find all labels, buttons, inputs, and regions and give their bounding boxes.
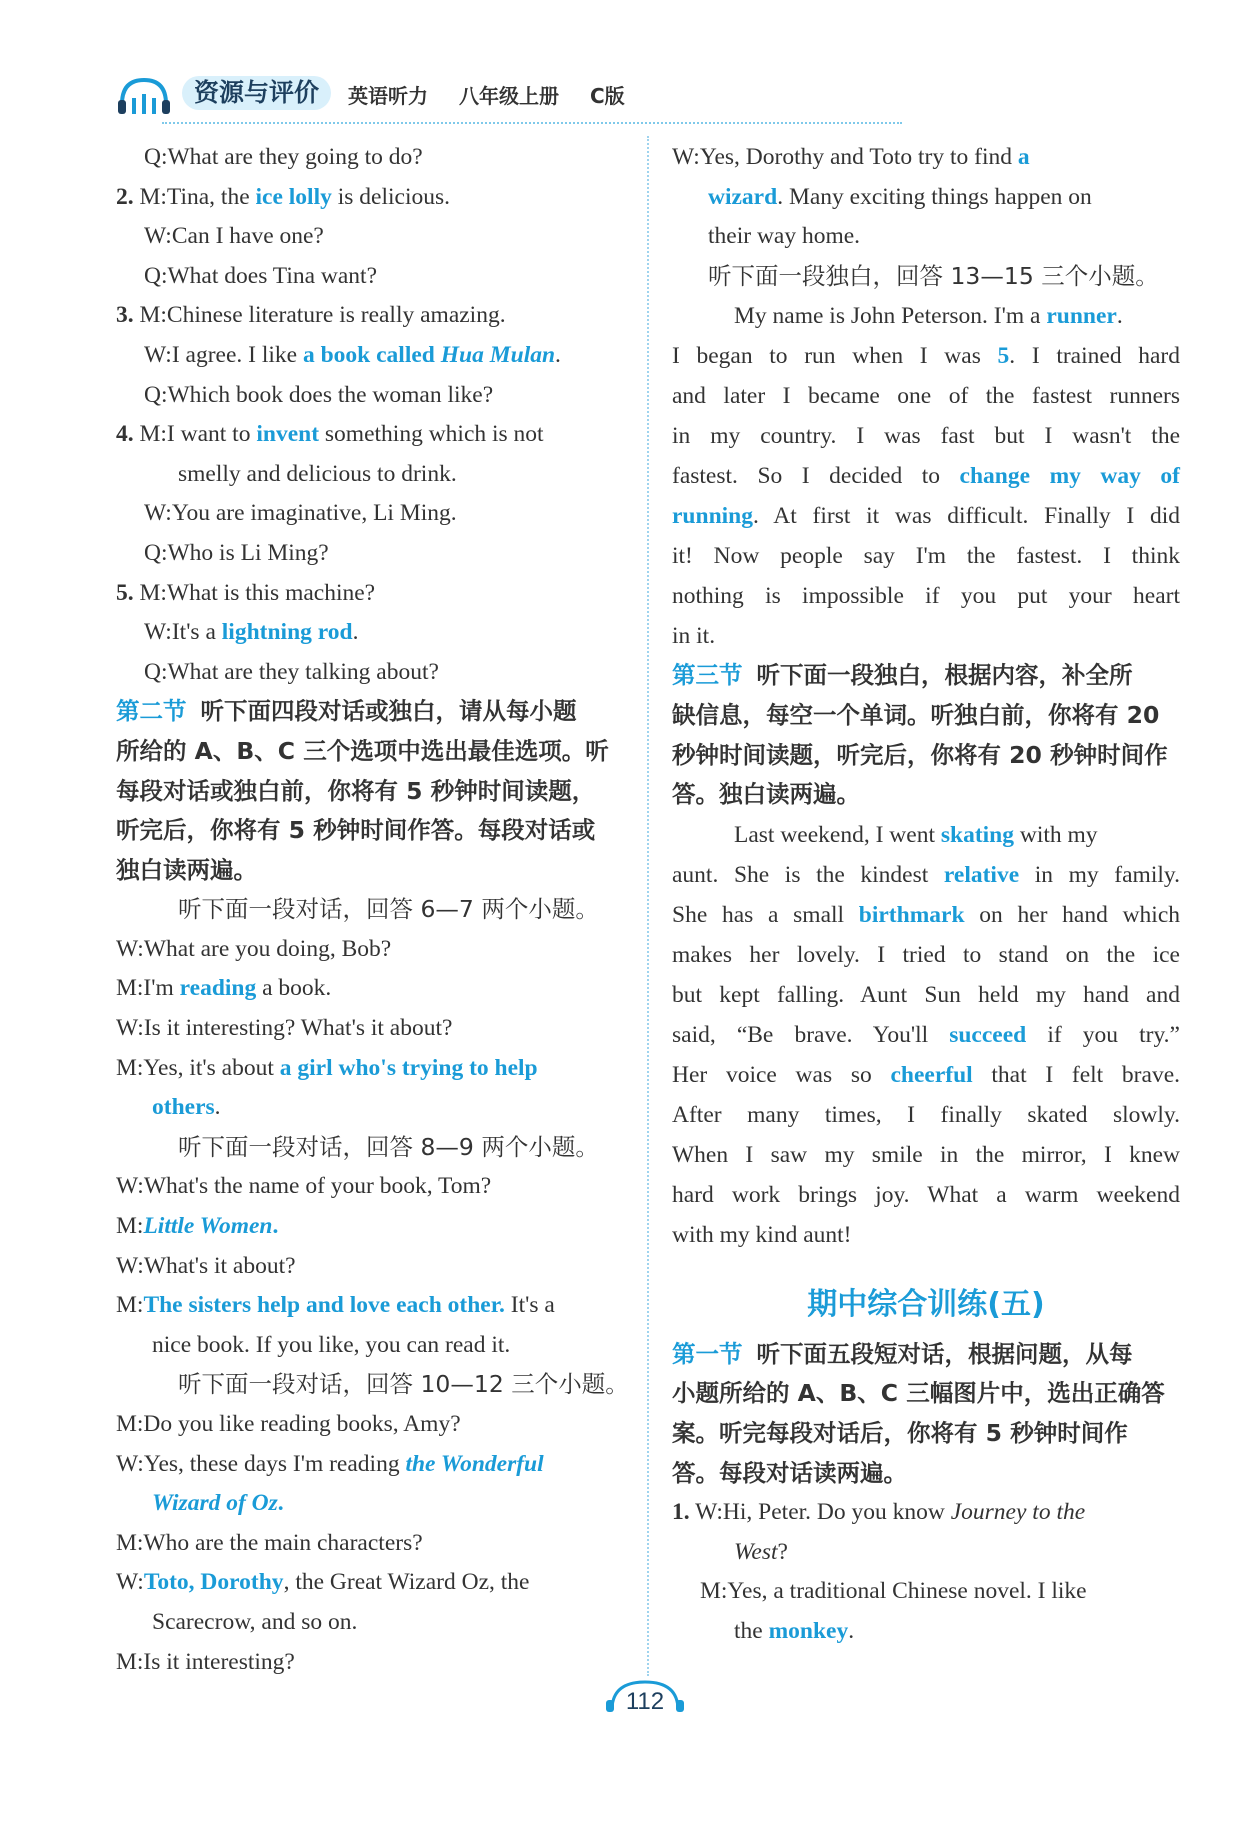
section-1-line: 答。每段对话读两遍。 <box>672 1458 907 1487</box>
intro-8-9: 听下面一段对话，回答 8—9 两个小题。 <box>178 1132 599 1161</box>
section-2-instruction: 第二节 听下面四段对话或独白，请从每小题 <box>116 697 577 726</box>
section-3-line: 答。独白读两遍。 <box>672 780 860 809</box>
mono-line: My name is John Peterson. I'm a runner. <box>734 303 1123 330</box>
conv-89-w1: W:What's the name of your book, Tom? <box>116 1173 492 1200</box>
dialogue-4-q: Q:Who is Li Ming? <box>144 539 329 566</box>
mono-line: nothing is impossible if you put your heart <box>672 583 1180 610</box>
conv-1012-w2-cont: Scarecrow, and so on. <box>152 1608 358 1635</box>
conv-1012-w3: W:Yes, Dorothy and Toto try to find a <box>672 144 1030 170</box>
q1-question: Q:What are they going to do? <box>144 144 423 170</box>
section-2-line: 听完后，你将有 5 秒钟时间作答。每段对话或 <box>116 816 596 845</box>
header-dotted-rule <box>162 122 902 124</box>
mono-line: fastest. So I decided to change my way of <box>672 463 1181 490</box>
grade: 八年级上册 <box>458 84 559 108</box>
headphones-icon <box>114 74 174 116</box>
conv-67-w1: W:What are you doing, Bob? <box>116 935 392 962</box>
conv-1012-m3: M:Is it interesting? <box>116 1648 295 1675</box>
mono-line: in it. <box>672 623 716 650</box>
conv-67-m2-cont: others. <box>152 1094 221 1121</box>
dialogue-4-m-cont: smelly and delicious to drink. <box>178 460 457 487</box>
story-line: She has a small birthmark on her hand which <box>672 901 1180 928</box>
conv-1012-m2: M:Who are the main characters? <box>116 1529 423 1556</box>
dialogue-3-w: W:I agree. I like a book called Hua Mulan. <box>144 341 561 368</box>
section-2-line: 所给的 A、B、C 三个选项中选出最佳选项。听 <box>116 736 609 765</box>
dialogue-5-w: W:It's a lightning rod. <box>144 619 359 646</box>
subject: 英语听力 <box>348 84 428 108</box>
mono-line: I began to run when I was 5. I trained hard <box>672 343 1180 370</box>
conv-67-m2: M:Yes, it's about a girl who's trying to help <box>116 1054 538 1081</box>
q1-w-cont: West? <box>734 1538 788 1565</box>
q1-m: M:Yes, a traditional Chinese novel. I like <box>700 1578 1087 1605</box>
mono-line: it! Now people say I'm the fastest. I think <box>672 543 1180 570</box>
story-line: makes her lovely. I tried to stand on the ice <box>672 941 1180 968</box>
q1-w: 1. W:Hi, Peter. Do you know Journey to the <box>672 1499 1086 1526</box>
intro-13-15: 听下面一段独白，回答 13—15 三个小题。 <box>708 261 1159 290</box>
conv-67-w2: W:Is it interesting? What's it about? <box>116 1015 453 1042</box>
section-1-line: 小题所给的 A、B、C 三幅图片中，选出正确答 <box>672 1379 1165 1408</box>
section-2-line: 每段对话或独白前，你将有 5 秒钟时间读题， <box>116 776 596 805</box>
conv-1012-w3-cont: wizard. Many exciting things happen on <box>708 183 1092 210</box>
story-line: with my kind aunt! <box>672 1221 852 1248</box>
conv-1012-w1: W:Yes, these days I'm reading the Wonderful <box>116 1450 544 1477</box>
section-title: 期中综合训练(五) <box>807 1286 1045 1322</box>
q1-m-cont: the monkey. <box>734 1617 855 1644</box>
right-column <box>672 138 1180 1652</box>
dialogue-4-w: W:You are imaginative, Li Ming. <box>144 500 457 527</box>
story-line: After many times, I finally skated slowly. <box>672 1101 1180 1128</box>
conv-1012-w3-cont2: their way home. <box>708 223 861 250</box>
dialogue-5-m: 5. M:What is this machine? <box>116 579 376 606</box>
dialogue-5-q: Q:What are they talking about? <box>144 658 439 685</box>
dialogue-2-m: 2. M:Tina, the ice lolly is delicious. <box>116 183 451 210</box>
edition: C版 <box>589 84 625 108</box>
header-subtitle <box>348 80 649 109</box>
story-line: said, “Be brave. You'll succeed if you try.” <box>672 1021 1180 1048</box>
mono-line: running. At first it was difficult. Finally I did <box>672 503 1180 530</box>
section-1-instruction: 第一节 听下面五段短对话，根据问题，从每 <box>672 1339 1133 1368</box>
mono-line: in my country. I was fast but I wasn't the <box>672 423 1180 450</box>
mono-line: and later I became one of the fastest runners <box>672 383 1180 410</box>
left-column <box>116 138 629 1682</box>
dialogue-4-m: 4. M:I want to invent something which is not <box>116 421 544 448</box>
page-number-text: 112 <box>625 1688 665 1715</box>
section-3-instruction: 第三节 听下面一段独白，根据内容，补全所 <box>672 661 1133 690</box>
section-2-line: 独白读两遍。 <box>116 855 257 884</box>
conv-89-m2: M:The sisters help and love each other. It's a <box>116 1292 555 1319</box>
intro-10-12: 听下面一段对话，回答 10—12 三个小题。 <box>178 1370 629 1399</box>
dialogue-2-q: Q:What does Tina want? <box>144 262 378 289</box>
dialogue-3-q: Q:Which book does the woman like? <box>144 381 494 408</box>
story-line: Her voice was so cheerful that I felt brave. <box>672 1061 1180 1088</box>
story-line: When I saw my smile in the mirror, I knew <box>672 1141 1180 1168</box>
dialogue-3-m: 3. M:Chinese literature is really amazing. <box>116 302 506 329</box>
section-3-line: 缺信息，每空一个单词。听独白前，你将有 20 <box>672 700 1160 729</box>
story-line: Last weekend, I went skating with my <box>734 821 1098 848</box>
story-line: hard work brings joy. What a warm weekend <box>672 1181 1180 1208</box>
section-3-line: 秒钟时间读题，听完后，你将有 20 秒钟时间作 <box>672 740 1168 769</box>
conv-1012-w2: W:Toto, Dorothy, the Great Wizard Oz, the <box>116 1569 530 1596</box>
intro-6-7: 听下面一段对话，回答 6—7 两个小题。 <box>178 895 599 924</box>
conv-1012-w1-cont: Wizard of Oz. <box>152 1490 284 1517</box>
conv-89-w2: W:What's it about? <box>116 1252 296 1279</box>
story-line: aunt. She is the kindest relative in my family. <box>672 861 1180 888</box>
conv-89-m2-cont: nice book. If you like, you can read it. <box>152 1331 511 1358</box>
page-number <box>602 1680 688 1716</box>
section-1-line: 案。听完每段对话后，你将有 5 秒钟时间作 <box>672 1418 1128 1447</box>
column-divider <box>647 136 649 1676</box>
brand-title: 资源与评价 <box>182 76 331 110</box>
conv-67-m1: M:I'm reading a book. <box>116 975 332 1002</box>
dialogue-2-w: W:Can I have one? <box>144 223 324 250</box>
conv-1012-m1: M:Do you like reading books, Amy? <box>116 1411 461 1437</box>
story-line: but kept falling. Aunt Sun held my hand and <box>672 981 1180 1008</box>
page-header <box>110 66 810 122</box>
conv-89-m1: M:Little Women. <box>116 1213 279 1240</box>
